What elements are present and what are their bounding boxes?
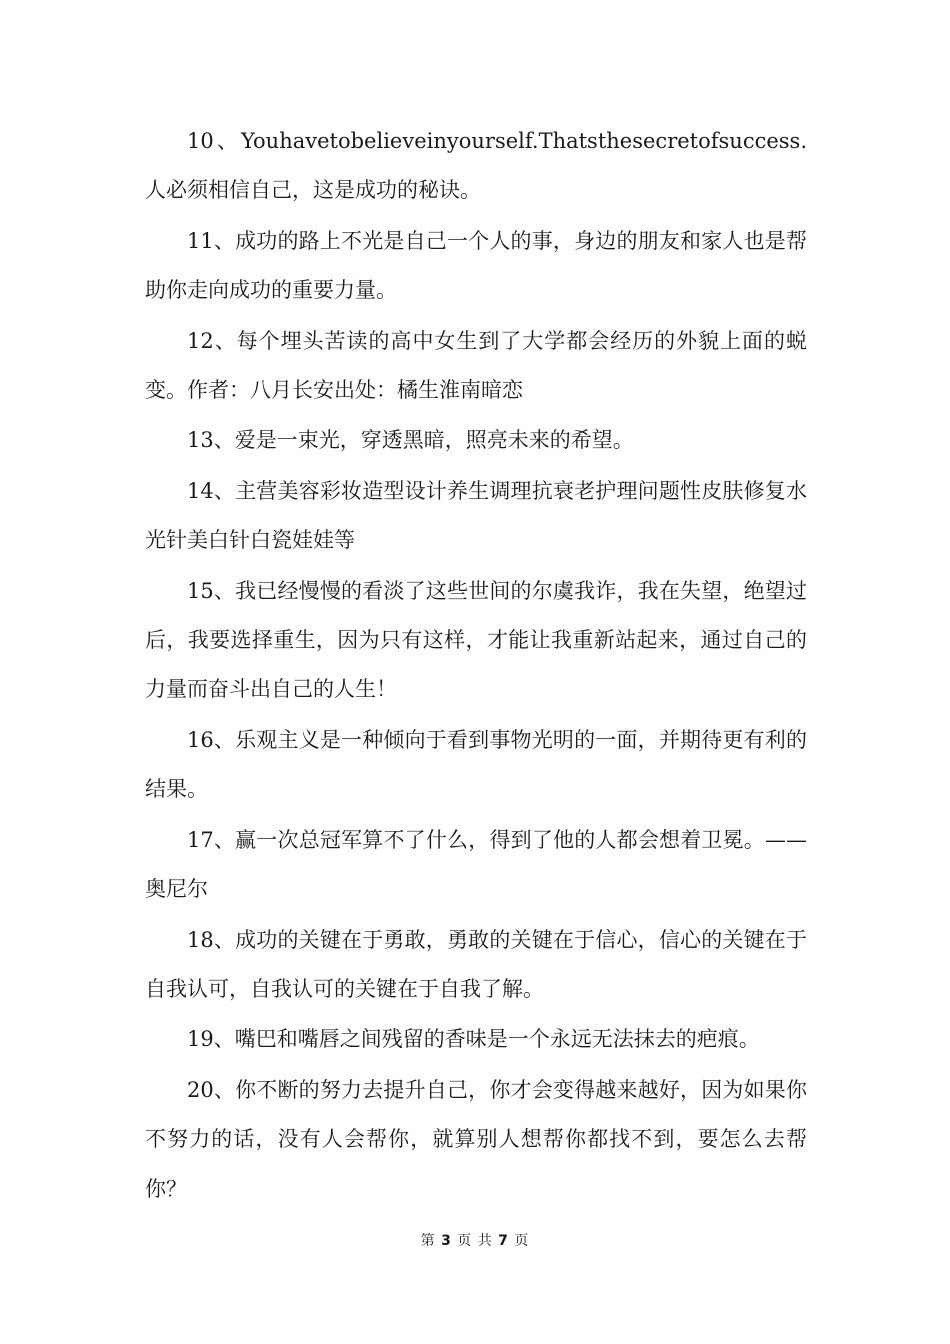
paragraph: 10、Youhavetobelieveinyourself.Thatsthesecretofsuccess.人必须相信自己，这是成功的秘诀。: [145, 129, 807, 203]
paragraph: 16、乐观主义是一种倾向于看到事物光明的一面，并期待更有利的结果。: [145, 727, 807, 802]
page-total: 7: [498, 1233, 509, 1249]
footer-suffix: 页: [514, 1233, 530, 1249]
document-body: [145, 117, 807, 1215]
paragraph: 15、我已经慢慢的看淡了这些世间的尔虞我诈，我在失望，绝望过后，我要选择重生，因为只有这样，才能让我重新站起来，通过自己的力量而奋斗出自己的人生！: [145, 578, 807, 702]
paragraph: 14、主营美容彩妆造型设计养生调理抗衰老护理问题性皮肤修复水光针美白针白瓷娃娃等: [145, 478, 807, 553]
page-footer: [0, 1231, 950, 1251]
footer-middle: 页 共: [457, 1233, 493, 1249]
footer-prefix: 第: [420, 1233, 436, 1249]
paragraph: 17、赢一次总冠军算不了什么，得到了他的人都会想着卫冕。——奥尼尔: [145, 827, 807, 902]
paragraph: 18、成功的关键在于勇敢，勇敢的关键在于信心，信心的关键在于自我认可，自我认可的关键在于自我了解。: [145, 927, 807, 1001]
paragraph: 12、每个埋头苦读的高中女生到了大学都会经历的外貌上面的蜕变。作者：八月长安出处：橘生淮南暗恋: [145, 328, 807, 403]
paragraph: 20、你不断的努力去提升自己，你才会变得越来越好，因为如果你不努力的话，没有人会帮你，就算别人想帮你都找不到，要怎么去帮你？: [145, 1077, 807, 1201]
paragraph: 11、成功的路上不光是自己一个人的事，身边的朋友和家人也是帮助你走向成功的重要力量。: [145, 228, 807, 303]
paragraph: 13、爱是一束光，穿透黑暗，照亮未来的希望。: [187, 428, 634, 453]
paragraph: 19、嘴巴和嘴唇之间残留的香味是一个永远无法抹去的疤痕。: [187, 1027, 760, 1052]
page-number: 3: [441, 1233, 452, 1249]
